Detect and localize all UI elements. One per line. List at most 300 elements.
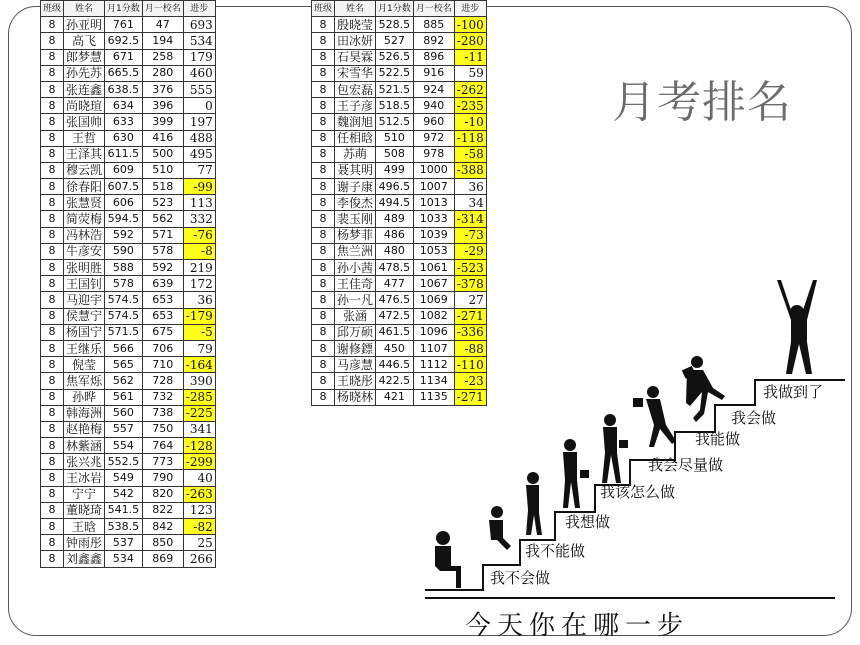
cell-name: 尚晓瑄 [64, 98, 105, 114]
cell-score: 508 [376, 146, 414, 162]
cell-progress: -271 [454, 389, 486, 405]
table-row [41, 389, 216, 405]
cell-progress: 113 [183, 195, 215, 211]
cell-score: 565 [105, 357, 143, 373]
cell-name: 张兴兆 [64, 454, 105, 470]
table-row [41, 324, 216, 340]
cell-score: 571.5 [105, 324, 143, 340]
cell-score: 510 [376, 130, 414, 146]
cell-class: 8 [312, 227, 335, 243]
table-row [41, 243, 216, 259]
cell-class: 8 [312, 114, 335, 130]
cell-school-rank: 1061 [413, 260, 454, 276]
table-row [41, 260, 216, 276]
cell-school-rank: 822 [142, 502, 183, 518]
cell-school-rank: 518 [142, 179, 183, 195]
cell-score: 477 [376, 276, 414, 292]
table-row [312, 162, 487, 178]
table-row [41, 405, 216, 421]
cell-progress: -118 [454, 130, 486, 146]
cell-class: 8 [312, 276, 335, 292]
cell-school-rank: 1082 [413, 308, 454, 324]
cell-progress: 172 [183, 276, 215, 292]
cell-progress: -29 [454, 243, 486, 259]
cell-class: 8 [41, 405, 64, 421]
cell-score: 607.5 [105, 179, 143, 195]
cell-class: 8 [312, 357, 335, 373]
cell-score: 549 [105, 470, 143, 486]
table-row [312, 211, 487, 227]
table-row [41, 81, 216, 97]
cell-name: 孙一凡 [335, 292, 376, 308]
cell-class: 8 [312, 65, 335, 81]
cell-name: 包宏磊 [335, 81, 376, 97]
cell-name: 张涵 [335, 308, 376, 324]
cell-school-rank: 885 [413, 17, 454, 33]
cell-progress: 332 [183, 211, 215, 227]
cell-school-rank: 280 [142, 65, 183, 81]
cell-school-rank: 896 [413, 49, 454, 65]
table-row [312, 33, 487, 49]
cell-name: 郎梦慧 [64, 49, 105, 65]
table-row [41, 373, 216, 389]
cell-score: 494.5 [376, 195, 414, 211]
table-row [312, 260, 487, 276]
cell-name: 林紫涵 [64, 438, 105, 454]
cell-school-rank: 750 [142, 421, 183, 437]
cell-progress: 495 [183, 146, 215, 162]
cell-class: 8 [41, 502, 64, 518]
cell-school-rank: 1067 [413, 276, 454, 292]
cell-class: 8 [41, 519, 64, 535]
cell-class: 8 [41, 98, 64, 114]
cell-score: 590 [105, 243, 143, 259]
cell-class: 8 [312, 179, 335, 195]
cell-class: 8 [41, 486, 64, 502]
cell-score: 561 [105, 389, 143, 405]
cell-school-rank: 1007 [413, 179, 454, 195]
cell-class: 8 [312, 292, 335, 308]
cell-name: 张连鑫 [64, 81, 105, 97]
step-label-3: 我想做 [565, 513, 611, 531]
cell-school-rank: 523 [142, 195, 183, 211]
cell-score: 665.5 [105, 65, 143, 81]
cell-progress: -262 [454, 81, 486, 97]
cell-score: 450 [376, 340, 414, 356]
table-row [41, 308, 216, 324]
cell-progress: -11 [454, 49, 486, 65]
table-row [41, 454, 216, 470]
cell-school-rank: 194 [142, 33, 183, 49]
cell-name: 王冰岩 [64, 470, 105, 486]
col-header-school-rank: 月一校名 [142, 1, 183, 17]
cell-class: 8 [41, 195, 64, 211]
cell-name: 石昊霖 [335, 49, 376, 65]
cell-class: 8 [41, 470, 64, 486]
cell-name: 韩海洲 [64, 405, 105, 421]
cell-school-rank: 773 [142, 454, 183, 470]
cell-progress: 27 [454, 292, 486, 308]
table-row [41, 195, 216, 211]
cell-score: 472.5 [376, 308, 414, 324]
cell-score: 592 [105, 227, 143, 243]
cell-school-rank: 376 [142, 81, 183, 97]
cell-name: 殷晓莹 [335, 17, 376, 33]
cell-name: 王泽其 [64, 146, 105, 162]
cell-score: 761 [105, 17, 143, 33]
table-row [41, 421, 216, 437]
cell-school-rank: 728 [142, 373, 183, 389]
cell-name: 王晓彤 [335, 373, 376, 389]
cell-class: 8 [41, 211, 64, 227]
cell-name: 孙亚明 [64, 17, 105, 33]
cell-progress: -73 [454, 227, 486, 243]
col-header-name: 姓名 [335, 1, 376, 17]
cell-class: 8 [41, 421, 64, 437]
cell-name: 张明胜 [64, 260, 105, 276]
cell-score: 552.5 [105, 454, 143, 470]
cell-progress: 390 [183, 373, 215, 389]
cell-name: 焦兰洲 [335, 243, 376, 259]
cell-name: 牛彦安 [64, 243, 105, 259]
step-label-1: 我不会做 [490, 569, 551, 587]
cell-school-rank: 1134 [413, 373, 454, 389]
cell-name: 简荧梅 [64, 211, 105, 227]
cell-name: 孙小茜 [335, 260, 376, 276]
cell-score: 534 [105, 551, 143, 567]
table-row [41, 33, 216, 49]
cell-score: 574.5 [105, 308, 143, 324]
cell-progress: -235 [454, 98, 486, 114]
cell-school-rank: 653 [142, 308, 183, 324]
cell-progress: 0 [183, 98, 215, 114]
cell-class: 8 [41, 324, 64, 340]
cell-class: 8 [41, 551, 64, 567]
table-row [312, 65, 487, 81]
table-row [41, 357, 216, 373]
cell-progress: -88 [454, 340, 486, 356]
cell-name: 谢子康 [335, 179, 376, 195]
cell-progress: -8 [183, 243, 215, 259]
cell-score: 528.5 [376, 17, 414, 33]
cell-name: 邱万硕 [335, 324, 376, 340]
cell-progress: -100 [454, 17, 486, 33]
cell-school-rank: 1135 [413, 389, 454, 405]
col-header-school-rank: 月一校名 [413, 1, 454, 17]
table-row [41, 519, 216, 535]
table-row [41, 146, 216, 162]
cell-progress: 36 [183, 292, 215, 308]
cell-score: 566 [105, 340, 143, 356]
cell-school-rank: 578 [142, 243, 183, 259]
col-header-class: 班级 [41, 1, 64, 17]
cell-score: 557 [105, 421, 143, 437]
cell-score: 633 [105, 114, 143, 130]
cell-name: 王晗 [64, 519, 105, 535]
cell-progress: 79 [183, 340, 215, 356]
cell-class: 8 [41, 81, 64, 97]
cell-school-rank: 790 [142, 470, 183, 486]
cell-score: 574.5 [105, 292, 143, 308]
table-row [312, 98, 487, 114]
cell-progress: -314 [454, 211, 486, 227]
table-row [41, 486, 216, 502]
cell-name: 杨梦菲 [335, 227, 376, 243]
cell-school-rank: 1000 [413, 162, 454, 178]
cell-class: 8 [41, 227, 64, 243]
cell-score: 541.5 [105, 502, 143, 518]
cell-score: 588 [105, 260, 143, 276]
cell-score: 499 [376, 162, 414, 178]
cell-class: 8 [41, 65, 64, 81]
cell-progress: 59 [454, 65, 486, 81]
table-row [41, 179, 216, 195]
staircase-caption: 今天你在哪一步 [465, 611, 690, 641]
cell-score: 554 [105, 438, 143, 454]
table-row [41, 211, 216, 227]
cell-progress: 266 [183, 551, 215, 567]
cell-progress: -179 [183, 308, 215, 324]
cell-class: 8 [312, 81, 335, 97]
cell-school-rank: 1013 [413, 195, 454, 211]
cell-school-rank: 892 [413, 33, 454, 49]
cell-progress: -523 [454, 260, 486, 276]
cell-class: 8 [41, 454, 64, 470]
table-row [41, 470, 216, 486]
cell-name: 苏萌 [335, 146, 376, 162]
cell-progress: -58 [454, 146, 486, 162]
table-row [41, 340, 216, 356]
cell-name: 王哲 [64, 130, 105, 146]
cell-name: 焦军烁 [64, 373, 105, 389]
cell-school-rank: 764 [142, 438, 183, 454]
cell-score: 461.5 [376, 324, 414, 340]
cell-progress: -128 [183, 438, 215, 454]
cell-class: 8 [41, 17, 64, 33]
cell-progress: 460 [183, 65, 215, 81]
cell-name: 裴玉刚 [335, 211, 376, 227]
cell-school-rank: 1033 [413, 211, 454, 227]
cell-class: 8 [312, 340, 335, 356]
cell-score: 518.5 [376, 98, 414, 114]
cell-school-rank: 47 [142, 17, 183, 33]
step-label-7: 我会做 [731, 409, 777, 427]
cell-score: 446.5 [376, 357, 414, 373]
cell-school-rank: 738 [142, 405, 183, 421]
cell-class: 8 [312, 98, 335, 114]
cell-progress: -336 [454, 324, 486, 340]
step-label-2: 我不能做 [525, 542, 586, 560]
cell-score: 512.5 [376, 114, 414, 130]
table-row [312, 17, 487, 33]
table-row [41, 98, 216, 114]
table-row [41, 130, 216, 146]
cell-name: 董晓琦 [64, 502, 105, 518]
cell-score: 486 [376, 227, 414, 243]
cell-progress: -82 [183, 519, 215, 535]
step-label-6: 我能做 [695, 430, 741, 448]
cell-progress: 341 [183, 421, 215, 437]
table-row [312, 243, 487, 259]
cell-progress: -110 [454, 357, 486, 373]
step-label-8: 我做到了 [763, 383, 824, 401]
cell-school-rank: 416 [142, 130, 183, 146]
cell-class: 8 [41, 162, 64, 178]
cell-class: 8 [312, 146, 335, 162]
cell-name: 马迎宇 [64, 292, 105, 308]
cell-progress: 77 [183, 162, 215, 178]
cell-school-rank: 1053 [413, 243, 454, 259]
cell-progress: -388 [454, 162, 486, 178]
cell-progress: 40 [183, 470, 215, 486]
cell-progress: 123 [183, 502, 215, 518]
cell-class: 8 [312, 17, 335, 33]
cell-class: 8 [41, 308, 64, 324]
cell-progress: -285 [183, 389, 215, 405]
cell-school-rank: 706 [142, 340, 183, 356]
table-row [41, 551, 216, 567]
cell-school-rank: 510 [142, 162, 183, 178]
cell-school-rank: 842 [142, 519, 183, 535]
cell-name: 张国帅 [64, 114, 105, 130]
cell-name: 孙晔 [64, 389, 105, 405]
cell-class: 8 [312, 130, 335, 146]
cell-class: 8 [312, 211, 335, 227]
table-row [41, 17, 216, 33]
cell-class: 8 [41, 146, 64, 162]
cell-name: 孙先苏 [64, 65, 105, 81]
table-row [312, 81, 487, 97]
cell-score: 692.5 [105, 33, 143, 49]
cell-name: 王佳奇 [335, 276, 376, 292]
staircase-illustration [415, 280, 860, 645]
cell-name: 杨国宁 [64, 324, 105, 340]
cell-score: 521.5 [376, 81, 414, 97]
cell-class: 8 [41, 243, 64, 259]
cell-school-rank: 940 [413, 98, 454, 114]
cell-name: 王继乐 [64, 340, 105, 356]
cell-class: 8 [41, 260, 64, 276]
cell-score: 496.5 [376, 179, 414, 195]
cell-progress: 693 [183, 17, 215, 33]
cell-score: 538.5 [105, 519, 143, 535]
ranking-table-left [40, 0, 216, 568]
cell-progress: -378 [454, 276, 486, 292]
cell-name: 宋雪华 [335, 65, 376, 81]
cell-school-rank: 1107 [413, 340, 454, 356]
cell-progress: 36 [454, 179, 486, 195]
cell-class: 8 [312, 324, 335, 340]
page-title: 月考排名 [612, 77, 792, 128]
cell-school-rank: 592 [142, 260, 183, 276]
col-header-progress: 进步 [454, 1, 486, 17]
cell-class: 8 [312, 33, 335, 49]
table-row [312, 146, 487, 162]
table-row [41, 227, 216, 243]
table-row [312, 114, 487, 130]
cell-progress: -225 [183, 405, 215, 421]
cell-progress: -280 [454, 33, 486, 49]
cell-score: 638.5 [105, 81, 143, 97]
cell-score: 562 [105, 373, 143, 389]
cell-score: 478.5 [376, 260, 414, 276]
cell-progress: -299 [183, 454, 215, 470]
cell-score: 630 [105, 130, 143, 146]
cell-class: 8 [41, 373, 64, 389]
col-header-score: 月1分数 [105, 1, 143, 17]
cell-class: 8 [312, 195, 335, 211]
cell-school-rank: 562 [142, 211, 183, 227]
table-row [41, 535, 216, 551]
cell-class: 8 [41, 389, 64, 405]
cell-class: 8 [41, 535, 64, 551]
table-row [41, 276, 216, 292]
table-row [312, 130, 487, 146]
cell-school-rank: 972 [413, 130, 454, 146]
cell-score: 422.5 [376, 373, 414, 389]
cell-class: 8 [312, 243, 335, 259]
cell-score: 578 [105, 276, 143, 292]
table-row [312, 49, 487, 65]
cell-score: 526.5 [376, 49, 414, 65]
cell-progress: 219 [183, 260, 215, 276]
cell-class: 8 [312, 49, 335, 65]
cell-score: 522.5 [376, 65, 414, 81]
ranking-table-left-body [41, 17, 216, 567]
cell-school-rank: 571 [142, 227, 183, 243]
table-row [312, 195, 487, 211]
cell-school-rank: 732 [142, 389, 183, 405]
table-row [41, 49, 216, 65]
cell-progress: -76 [183, 227, 215, 243]
cell-class: 8 [41, 357, 64, 373]
cell-school-rank: 960 [413, 114, 454, 130]
table-row [41, 438, 216, 454]
step-label-5: 我会尽量做 [648, 456, 724, 474]
cell-class: 8 [312, 373, 335, 389]
cell-school-rank: 258 [142, 49, 183, 65]
cell-school-rank: 639 [142, 276, 183, 292]
cell-class: 8 [312, 162, 335, 178]
cell-score: 560 [105, 405, 143, 421]
cell-school-rank: 399 [142, 114, 183, 130]
cell-name: 高飞 [64, 33, 105, 49]
col-header-progress: 进步 [183, 1, 215, 17]
cell-school-rank: 1069 [413, 292, 454, 308]
cell-school-rank: 978 [413, 146, 454, 162]
cell-score: 527 [376, 33, 414, 49]
cell-score: 537 [105, 535, 143, 551]
cell-class: 8 [41, 276, 64, 292]
cell-progress: -23 [454, 373, 486, 389]
cell-name: 冯林浩 [64, 227, 105, 243]
cell-progress: -99 [183, 179, 215, 195]
cell-name: 任相晗 [335, 130, 376, 146]
cell-progress: -263 [183, 486, 215, 502]
cell-school-rank: 1039 [413, 227, 454, 243]
cell-score: 634 [105, 98, 143, 114]
cell-name: 杨晓林 [335, 389, 376, 405]
cell-score: 489 [376, 211, 414, 227]
cell-class: 8 [41, 438, 64, 454]
table-row [41, 114, 216, 130]
cell-name: 聂其明 [335, 162, 376, 178]
cell-score: 542 [105, 486, 143, 502]
table-row [41, 292, 216, 308]
cell-school-rank: 653 [142, 292, 183, 308]
cell-score: 671 [105, 49, 143, 65]
col-header-score: 月1分数 [376, 1, 414, 17]
